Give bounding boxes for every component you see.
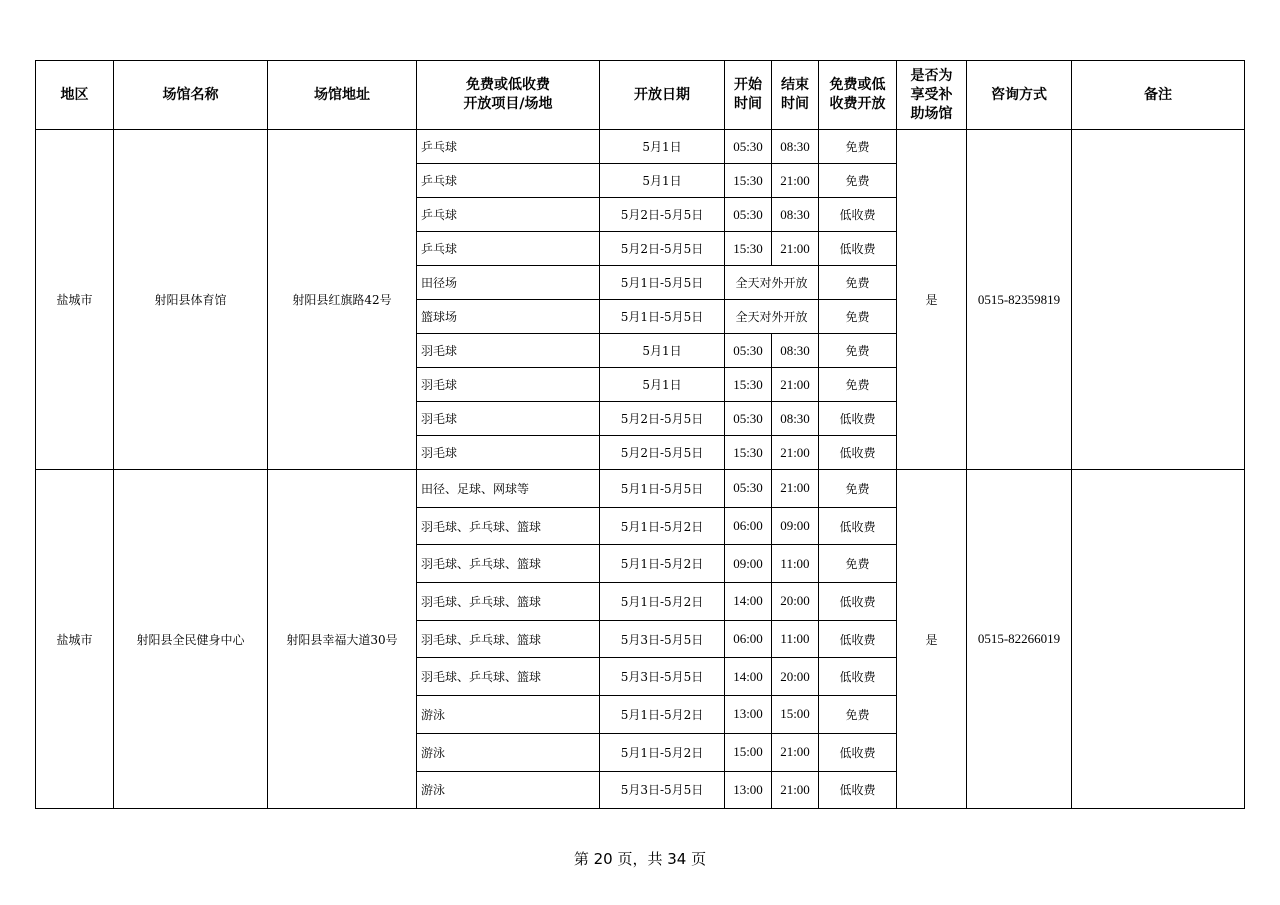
open-date-cell: 5月1日-5月2日 bbox=[600, 583, 725, 621]
open-date-cell: 5月3日-5月5日 bbox=[600, 771, 725, 809]
start-time-cell: 06:00 bbox=[725, 620, 772, 658]
start-time-cell: 15:30 bbox=[725, 368, 772, 402]
project-cell: 田径、足球、网球等 bbox=[417, 470, 600, 508]
fee-type-cell: 免费 bbox=[819, 545, 897, 583]
end-time-cell: 21:00 bbox=[772, 771, 819, 809]
open-date-cell: 5月2日-5月5日 bbox=[600, 232, 725, 266]
header-project: 免费或低收费 开放项目/场地 bbox=[417, 61, 600, 130]
subsidy-cell: 是 bbox=[897, 130, 967, 470]
open-date-cell: 5月2日-5月5日 bbox=[600, 436, 725, 470]
project-cell: 游泳 bbox=[417, 733, 600, 771]
venue-name-cell: 射阳县全民健身中心 bbox=[114, 470, 268, 809]
project-cell: 羽毛球、乒乓球、篮球 bbox=[417, 620, 600, 658]
region-cell: 盐城市 bbox=[36, 470, 114, 809]
contact-cell: 0515-82266019 bbox=[967, 470, 1072, 809]
open-date-cell: 5月1日-5月5日 bbox=[600, 470, 725, 508]
open-date-cell: 5月1日 bbox=[600, 368, 725, 402]
project-cell: 乒乓球 bbox=[417, 232, 600, 266]
open-date-cell: 5月1日-5月5日 bbox=[600, 300, 725, 334]
header-venue-address: 场馆地址 bbox=[268, 61, 417, 130]
contact-cell: 0515-82359819 bbox=[967, 130, 1072, 470]
project-cell: 羽毛球 bbox=[417, 402, 600, 436]
header-venue-name: 场馆名称 bbox=[114, 61, 268, 130]
table-row bbox=[36, 470, 1245, 508]
start-time-cell: 15:30 bbox=[725, 436, 772, 470]
project-cell: 羽毛球、乒乓球、篮球 bbox=[417, 507, 600, 545]
open-date-cell: 5月2日-5月5日 bbox=[600, 402, 725, 436]
end-time-cell: 21:00 bbox=[772, 733, 819, 771]
start-time-cell: 13:00 bbox=[725, 696, 772, 734]
fee-type-cell: 低收费 bbox=[819, 583, 897, 621]
project-cell: 乒乓球 bbox=[417, 130, 600, 164]
venue-group-2 bbox=[36, 470, 1245, 809]
subsidy-cell: 是 bbox=[897, 470, 967, 809]
start-time-cell: 05:30 bbox=[725, 334, 772, 368]
start-time-cell: 14:00 bbox=[725, 583, 772, 621]
fee-type-cell: 免费 bbox=[819, 164, 897, 198]
start-time-cell: 15:30 bbox=[725, 164, 772, 198]
header-region: 地区 bbox=[36, 61, 114, 130]
venue-address-cell: 射阳县红旗路42号 bbox=[268, 130, 417, 470]
fee-type-cell: 免费 bbox=[819, 470, 897, 508]
start-time-cell: 05:30 bbox=[725, 470, 772, 508]
fee-type-cell: 低收费 bbox=[819, 232, 897, 266]
remark-cell bbox=[1072, 470, 1245, 809]
project-cell: 羽毛球 bbox=[417, 368, 600, 402]
end-time-cell: 20:00 bbox=[772, 658, 819, 696]
project-cell: 羽毛球、乒乓球、篮球 bbox=[417, 658, 600, 696]
all-day-cell: 全天对外开放 bbox=[725, 266, 819, 300]
end-time-cell: 21:00 bbox=[772, 164, 819, 198]
fee-type-cell: 低收费 bbox=[819, 658, 897, 696]
project-cell: 乒乓球 bbox=[417, 198, 600, 232]
open-date-cell: 5月3日-5月5日 bbox=[600, 658, 725, 696]
open-date-cell: 5月1日-5月2日 bbox=[600, 733, 725, 771]
end-time-cell: 20:00 bbox=[772, 583, 819, 621]
start-time-cell: 15:30 bbox=[725, 232, 772, 266]
fee-type-cell: 免费 bbox=[819, 130, 897, 164]
fee-type-cell: 低收费 bbox=[819, 620, 897, 658]
header-row bbox=[36, 61, 1245, 130]
end-time-cell: 08:30 bbox=[772, 198, 819, 232]
venue-address-cell: 射阳县幸福大道30号 bbox=[268, 470, 417, 809]
end-time-cell: 08:30 bbox=[772, 130, 819, 164]
end-time-cell: 21:00 bbox=[772, 470, 819, 508]
open-date-cell: 5月1日-5月2日 bbox=[600, 507, 725, 545]
end-time-cell: 09:00 bbox=[772, 507, 819, 545]
start-time-cell: 05:30 bbox=[725, 130, 772, 164]
start-time-cell: 05:30 bbox=[725, 198, 772, 232]
fee-type-cell: 低收费 bbox=[819, 198, 897, 232]
start-time-cell: 15:00 bbox=[725, 733, 772, 771]
end-time-cell: 21:00 bbox=[772, 436, 819, 470]
header-fee-type: 免费或低 收费开放 bbox=[819, 61, 897, 130]
fee-type-cell: 免费 bbox=[819, 266, 897, 300]
fee-type-cell: 低收费 bbox=[819, 733, 897, 771]
fee-type-cell: 免费 bbox=[819, 300, 897, 334]
end-time-cell: 11:00 bbox=[772, 620, 819, 658]
open-date-cell: 5月1日 bbox=[600, 164, 725, 198]
start-time-cell: 13:00 bbox=[725, 771, 772, 809]
fee-type-cell: 免费 bbox=[819, 696, 897, 734]
project-cell: 田径场 bbox=[417, 266, 600, 300]
open-date-cell: 5月3日-5月5日 bbox=[600, 620, 725, 658]
venue-name-cell: 射阳县体育馆 bbox=[114, 130, 268, 470]
venue-group-1 bbox=[36, 130, 1245, 470]
open-date-cell: 5月2日-5月5日 bbox=[600, 198, 725, 232]
fee-type-cell: 低收费 bbox=[819, 402, 897, 436]
project-cell: 篮球场 bbox=[417, 300, 600, 334]
header-end-time: 结束 时间 bbox=[772, 61, 819, 130]
header-remark: 备注 bbox=[1072, 61, 1245, 130]
start-time-cell: 06:00 bbox=[725, 507, 772, 545]
end-time-cell: 15:00 bbox=[772, 696, 819, 734]
venue-table bbox=[35, 60, 1245, 809]
project-cell: 羽毛球 bbox=[417, 334, 600, 368]
project-cell: 羽毛球、乒乓球、篮球 bbox=[417, 545, 600, 583]
project-cell: 游泳 bbox=[417, 771, 600, 809]
end-time-cell: 08:30 bbox=[772, 402, 819, 436]
header-open-date: 开放日期 bbox=[600, 61, 725, 130]
page-footer: 第 20 页，共 34 页 bbox=[573, 850, 707, 868]
fee-type-cell: 低收费 bbox=[819, 436, 897, 470]
remark-cell bbox=[1072, 130, 1245, 470]
open-date-cell: 5月1日 bbox=[600, 334, 725, 368]
fee-type-cell: 低收费 bbox=[819, 771, 897, 809]
project-cell: 羽毛球 bbox=[417, 436, 600, 470]
header-contact: 咨询方式 bbox=[967, 61, 1072, 130]
project-cell: 游泳 bbox=[417, 696, 600, 734]
header-start-time: 开始 时间 bbox=[725, 61, 772, 130]
end-time-cell: 21:00 bbox=[772, 232, 819, 266]
open-date-cell: 5月1日-5月2日 bbox=[600, 545, 725, 583]
start-time-cell: 09:00 bbox=[725, 545, 772, 583]
fee-type-cell: 低收费 bbox=[819, 507, 897, 545]
project-cell: 乒乓球 bbox=[417, 164, 600, 198]
all-day-cell: 全天对外开放 bbox=[725, 300, 819, 334]
open-date-cell: 5月1日-5月2日 bbox=[600, 696, 725, 734]
end-time-cell: 21:00 bbox=[772, 368, 819, 402]
end-time-cell: 11:00 bbox=[772, 545, 819, 583]
open-date-cell: 5月1日-5月5日 bbox=[600, 266, 725, 300]
start-time-cell: 14:00 bbox=[725, 658, 772, 696]
end-time-cell: 08:30 bbox=[772, 334, 819, 368]
fee-type-cell: 免费 bbox=[819, 368, 897, 402]
start-time-cell: 05:30 bbox=[725, 402, 772, 436]
open-date-cell: 5月1日 bbox=[600, 130, 725, 164]
fee-type-cell: 免费 bbox=[819, 334, 897, 368]
project-cell: 羽毛球、乒乓球、篮球 bbox=[417, 583, 600, 621]
header-subsidy: 是否为 享受补 助场馆 bbox=[897, 61, 967, 130]
table-row bbox=[36, 130, 1245, 164]
region-cell: 盐城市 bbox=[36, 130, 114, 470]
